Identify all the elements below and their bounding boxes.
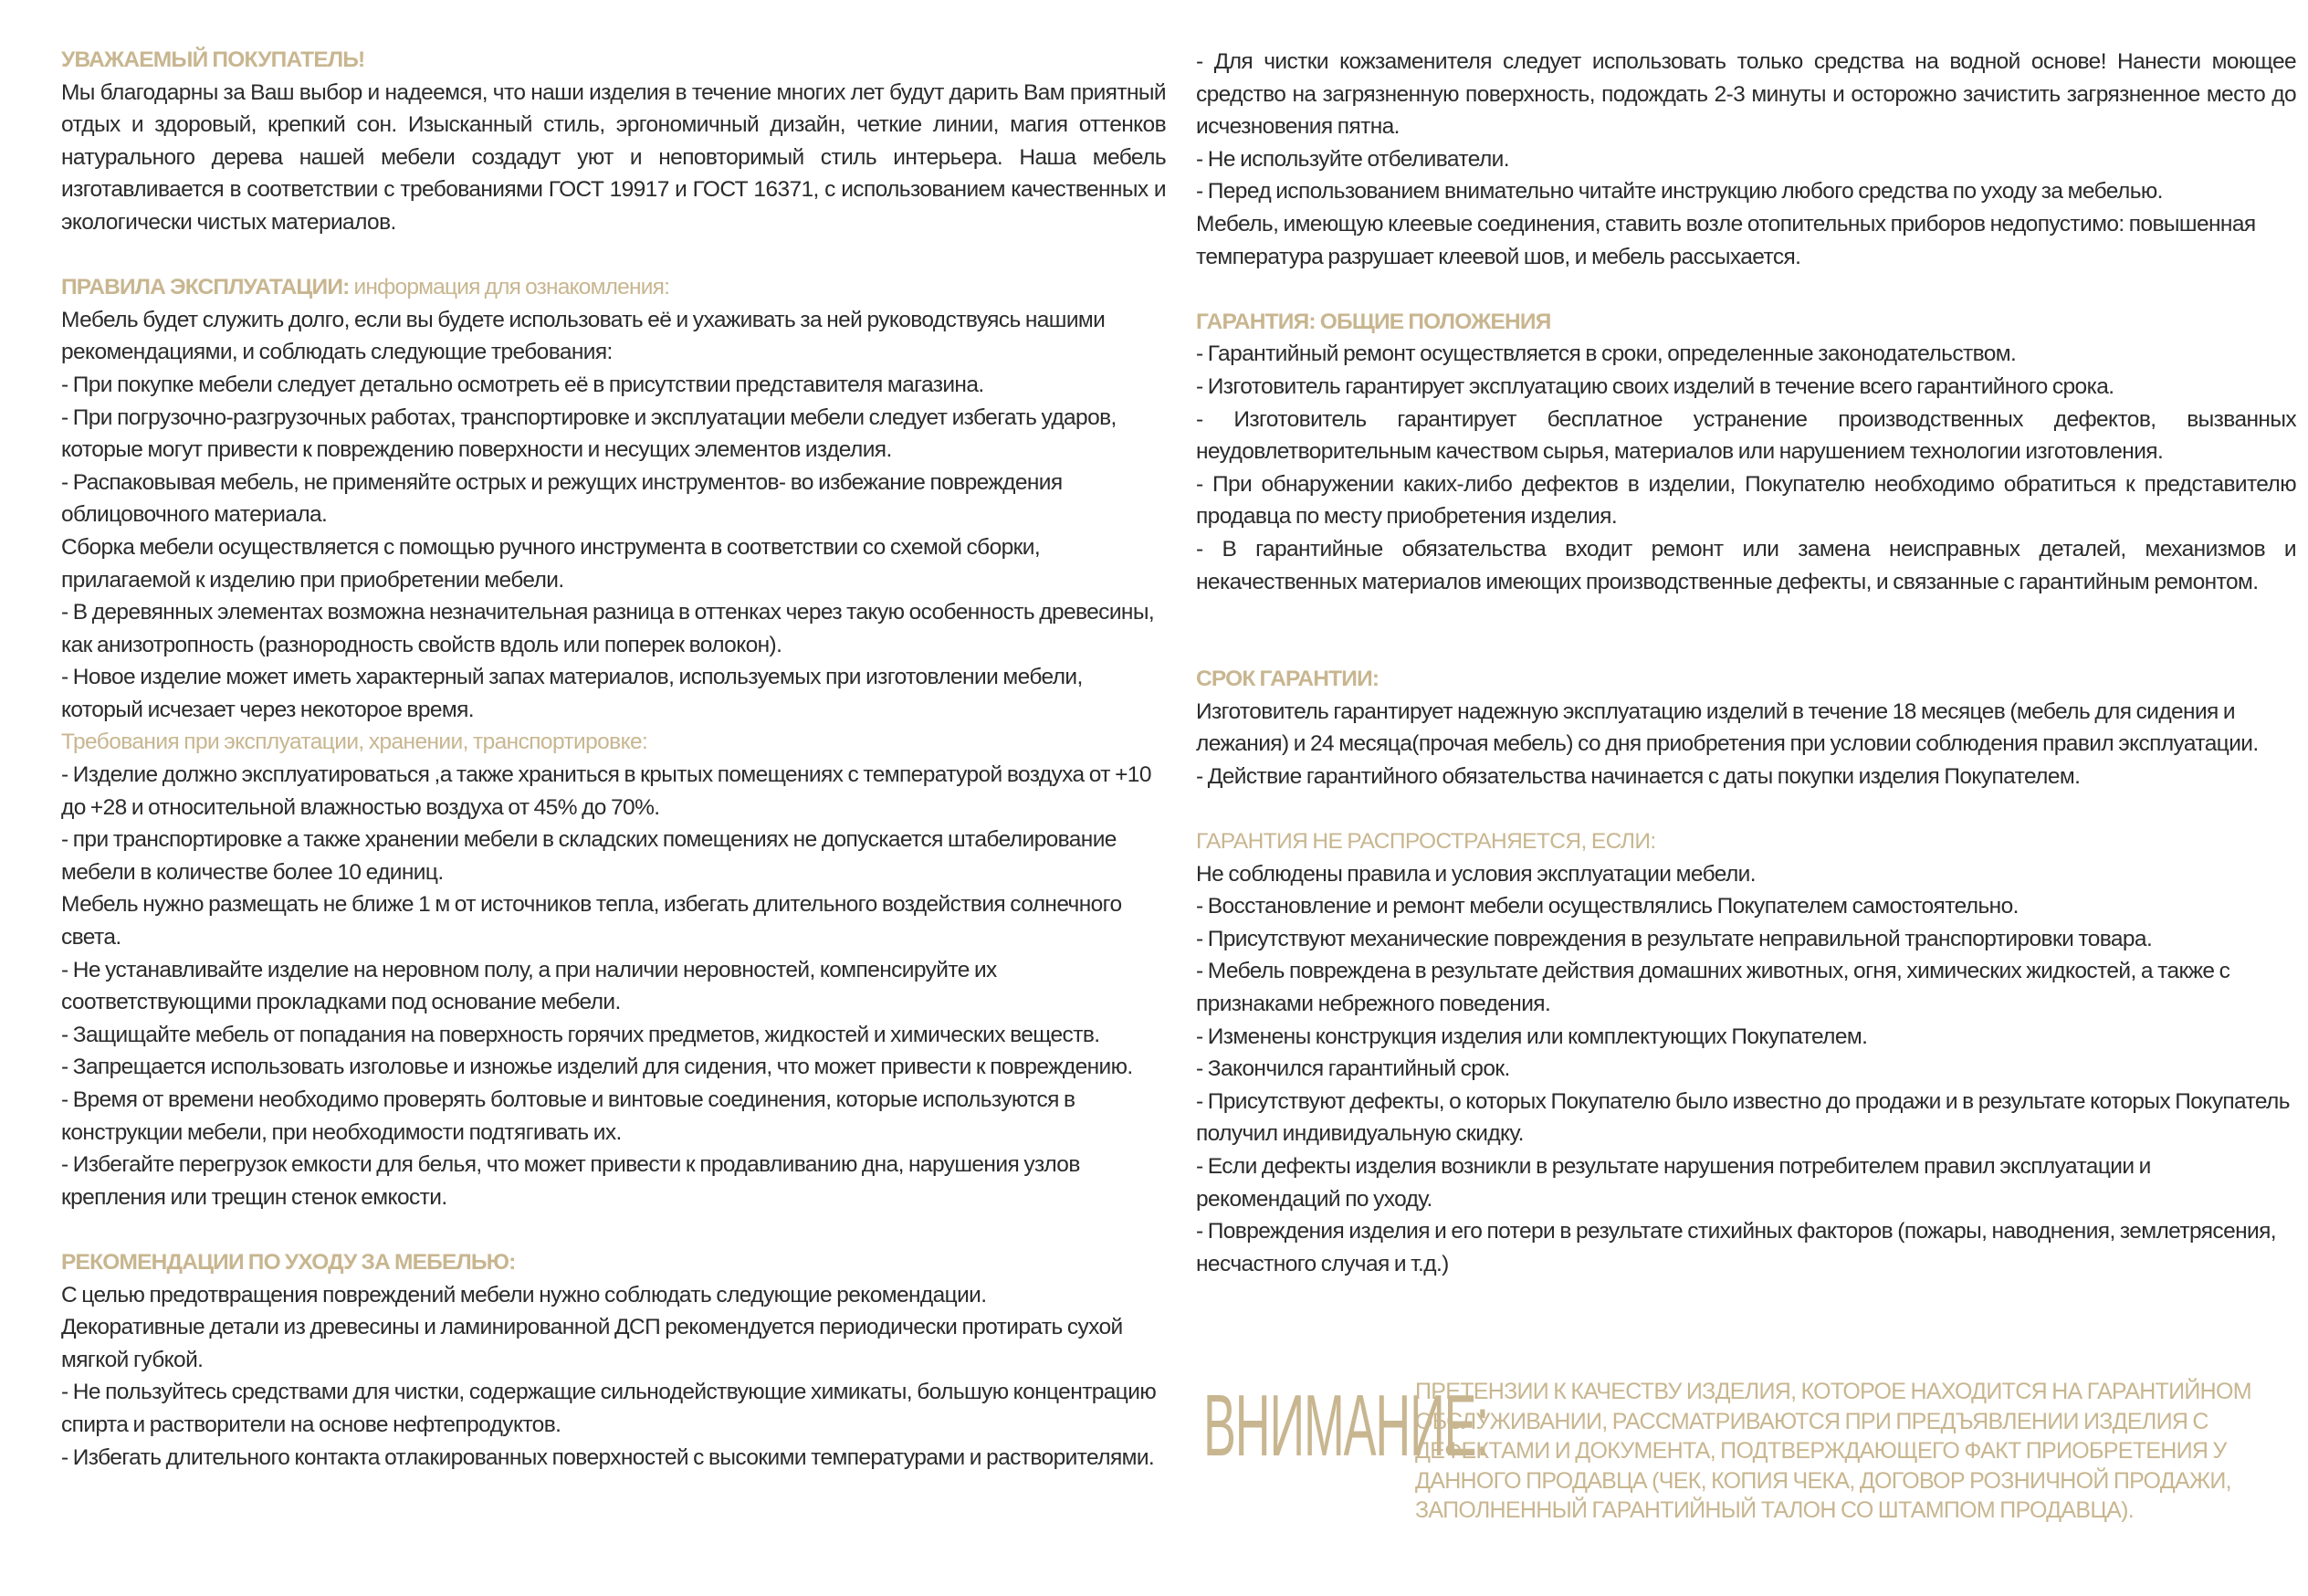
warranty-line: - Изготовитель гарантирует бесплатное устранение производственных дефектов, вызванных неудовлетворительным качеством сырья, материалов или нарушением технологии изготовления.	[1196, 406, 2296, 465]
rule-line: Сборка мебели осуществляется с помощью ручного инструмента в соответствии со схемой сборки, прилагаемой к изделию при приобретении мебели.	[61, 534, 1041, 593]
rule-line: - Новое изделие может иметь характерный запах материалов, используемых при изготовлении мебели, который исчезает через некоторое время.	[61, 665, 1083, 722]
requirement-line: - Время от времени необходимо проверять болтовые и винтовые соединения, которые используются в конструкции мебели, при необходимости подтягивать их.	[61, 1087, 1075, 1145]
exclusion-line: - Присутствуют дефекты, о которых Покупателю было известно до продажи и в результате которых Покупатель получил индивидуальную скидку.	[1196, 1088, 2290, 1147]
section-title-care-recommendations: РЕКОМЕНДАЦИИ ПО УХОДУ ЗА МЕБЕЛЬЮ:	[61, 1249, 516, 1275]
requirement-line: - Защищайте мебель от попадания на поверхность горячих предметов, жидкостей и химических веществ.	[61, 1022, 1100, 1047]
warranty-line: - Гарантийный ремонт осуществляется в сроки, определенные законодательством.	[1196, 341, 2017, 367]
exclusion-line: - Восстановление и ремонт мебели осуществлялись Покупателем самостоятельно.	[1196, 894, 2019, 919]
care-line: - Не пользуйтесь средствами для чистки, содержащие сильнодействующие химикаты, большую концентрацию спирта и растворители на основе нефтепродуктов.	[61, 1380, 1157, 1437]
section-title-warranty-exclusions: ГАРАНТИЯ НЕ РАСПРОСТРАНЯЕТСЯ, ЕСЛИ:	[1196, 829, 1656, 855]
rule-line: - При погрузочно-разгрузочных работах, транспортировке и эксплуатации мебели следует избегать ударов, которые могут привести к повреждению поверхности и несущих элементов изделия.	[61, 404, 1117, 463]
attention-block	[1203, 1377, 2299, 1550]
warranty-line: - В гарантийные обязательства входит ремонт или замена неисправных деталей, механизмов и некачественных материалов имеющих производственные дефекты, и связанные с гарантийным ремонтом.	[1196, 536, 2296, 594]
exclusion-line: - Повреждения изделия и его потери в результате стихийных факторов (пожары, наводнения, землетрясения, несчастного случая и т.д.)	[1196, 1219, 2277, 1276]
section-title-usage-rules	[61, 271, 1166, 304]
care-continued-line: - Для чистки кожзаменителя следует использовать только средства на водной основе! Нанести моющее средство на загрязненную поверхность, подождать 2-3 минуты и осторожно зачистить загрязненное место до исчезновения пятна.	[1196, 49, 2296, 140]
requirement-line: - Избегайте перегрузок емкости для белья, что может привести к продавливанию дна, нарушения узлов крепления или трещин стенок емкости.	[61, 1152, 1080, 1210]
attention-text: ПРЕТЕНЗИИ К КАЧЕСТВУ ИЗДЕЛИЯ, КОТОРОЕ НАХОДИТСЯ НА ГАРАНТИЙНОМ ОБСЛУЖИВАНИИ, РАССМАТРИВАЮТСЯ ПРИ ПРЕДЪЯВЛЕНИИ ИЗДЕЛИЯ С ДЕФЕКТАМИ И ДОКУМЕНТА, ПОДТВЕРЖДАЮЩЕГО ФАКТ ПРИОБРЕТЕНИЯ У ДАННОГО ПРОДАВЦА (ЧЕК, КОПИЯ ЧЕКА, ДОГОВОР РОЗНИЧНОЙ ПРОДАЖИ, ЗАПОЛНЕННЫЙ ГАРАНТИЙНЫЙ ТАЛОН СО ШТАМПОМ ПРОДАВЦА).	[1415, 1379, 2251, 1523]
care-line: С целью предотвращения повреждений мебели нужно соблюдать следующие рекомендации.	[61, 1282, 987, 1307]
exclusion-line: - Присутствуют механические повреждения в результате неправильной транспортировки товара.	[1196, 926, 2153, 951]
rule-line: Мебель будет служить долго, если вы будете использовать её и ухаживать за ней руководствуясь нашими рекомендациями, и соблюдать следующие требования:	[61, 307, 1106, 365]
care-line: Декоративные детали из древесины и ламинированной ДСП рекомендуется периодически протирать сухой мягкой губкой.	[61, 1315, 1123, 1372]
rule-line: - При покупке мебели следует детально осмотреть её в присутствии представителя магазина.	[61, 372, 984, 397]
warranty-line: - При обнаружении каких-либо дефектов в изделии, Покупателю необходимо обратиться к представителю продавца по месту приобретения изделия.	[1196, 471, 2296, 530]
care-line: - Избегать длительного контакта отлакированных поверхностей с высокими температурами и растворителями.	[61, 1444, 1155, 1470]
warranty-period-line: - Действие гарантийного обязательства начинается с даты покупки изделия Покупателем.	[1196, 763, 2081, 789]
care-continued-line: Мебель, имеющую клеевые соединения, ставить возле отопительных приборов недопустимо: повышенная температура разрушает клеевой шов, и мебель рассыхается.	[1196, 211, 2256, 269]
exclusion-line: - Изменены конструкция изделия или комплектующих Покупателем.	[1196, 1024, 1868, 1049]
exclusion-line: - Если дефекты изделия возникли в результате нарушения потребителем правил эксплуатации и рекомендаций по уходу.	[1196, 1154, 2151, 1212]
care-continued-line: - Не используйте отбеливатели.	[1196, 146, 1509, 172]
left-column	[61, 44, 1166, 1474]
rule-line: - Распаковывая мебель, не применяйте острых и режущих инструментов- во избежание повреждения облицовочного материала.	[61, 469, 1063, 528]
exclusion-line: - Мебель повреждена в результате действия домашних животных, огня, химических жидкостей, а также с признаками небрежного поведения.	[1196, 959, 2230, 1017]
requirement-line: Мебель нужно размещать не ближе 1 м от источников тепла, избегать длительного воздействия солнечного света.	[61, 892, 1122, 950]
requirement-line: - Запрещается использовать изголовье и изножье изделий для сидения, что может привести к повреждению.	[61, 1055, 1133, 1080]
attention-heading: ВНИМАНИЕ:	[1203, 1377, 1489, 1475]
requirement-line: - Не устанавливайте изделие на неровном полу, а при наличии неровностей, компенсируйте их соответствующими прокладками под основание мебели.	[61, 957, 997, 1015]
exclusion-line: - Закончился гарантийный срок.	[1196, 1056, 1510, 1082]
usage-rules-subheading: информация для ознакомления:	[353, 275, 670, 300]
usage-rules-heading: ПРАВИЛА ЭКСПЛУАТАЦИИ:	[61, 275, 350, 300]
exclusion-line: Не соблюдены правила и условия эксплуатации мебели.	[1196, 861, 1756, 887]
rule-line: - В деревянных элементах возможна незначительная разница в оттенках через такую особенность древесины, как анизотропность (разнородность свойств вдоль или поперек волокон).	[61, 600, 1155, 657]
section-title-warranty-period: СРОК ГАРАНТИИ:	[1196, 667, 1380, 692]
care-continued-line: - Перед использованием внимательно читайте инструкцию любого средства по уходу за мебелью.	[1196, 179, 2163, 205]
welcome-paragraph: Мы благодарны за Ваш выбор и надеемся, что наши изделия в течение многих лет будут дарить Вам приятный отдых и здоровый, крепкий сон. Изысканный стиль, эргономичный дизайн, четкие линии, магия оттенков натурального дерева нашей мебели создадут уют и неповторимый стиль интерьера. Наша мебель изготавливается в соответствии с требованиями ГОСТ 19917 и ГОСТ 16371, с использованием качественных и экологически чистых материалов.	[61, 79, 1166, 235]
requirement-line: - Изделие должно эксплуатироваться ,а также храниться в крытых помещениях с температурой воздуха от +10 до +28 и относительной влажностью воздуха от 45% до 70%.	[61, 762, 1151, 820]
requirement-line: - при транспортировке а также хранении мебели в складских помещениях не допускается штабелирование мебели в количестве более 10 единиц.	[61, 827, 1117, 885]
section-title-warranty-general: ГАРАНТИЯ: ОБЩИЕ ПОЛОЖЕНИЯ	[1196, 309, 1551, 334]
section-title-dear-customer: УВАЖАЕМЫЙ ПОКУПАТЕЛЬ!	[61, 47, 365, 72]
warranty-period-line: Изготовитель гарантирует надежную эксплуатацию изделий в течение 18 месяцев (мебель для сидения и лежания) и 24 месяца(прочая мебель) со дня приобретения при условии соблюдения правил эксплуатации.	[1196, 698, 2259, 757]
section-title-storage-requirements: Требования при эксплуатации, хранении, транспортировке:	[61, 730, 648, 755]
right-column	[1196, 46, 2296, 1280]
warranty-line: - Изготовитель гарантирует эксплуатацию своих изделий в течение всего гарантийного срока.	[1196, 373, 2114, 399]
